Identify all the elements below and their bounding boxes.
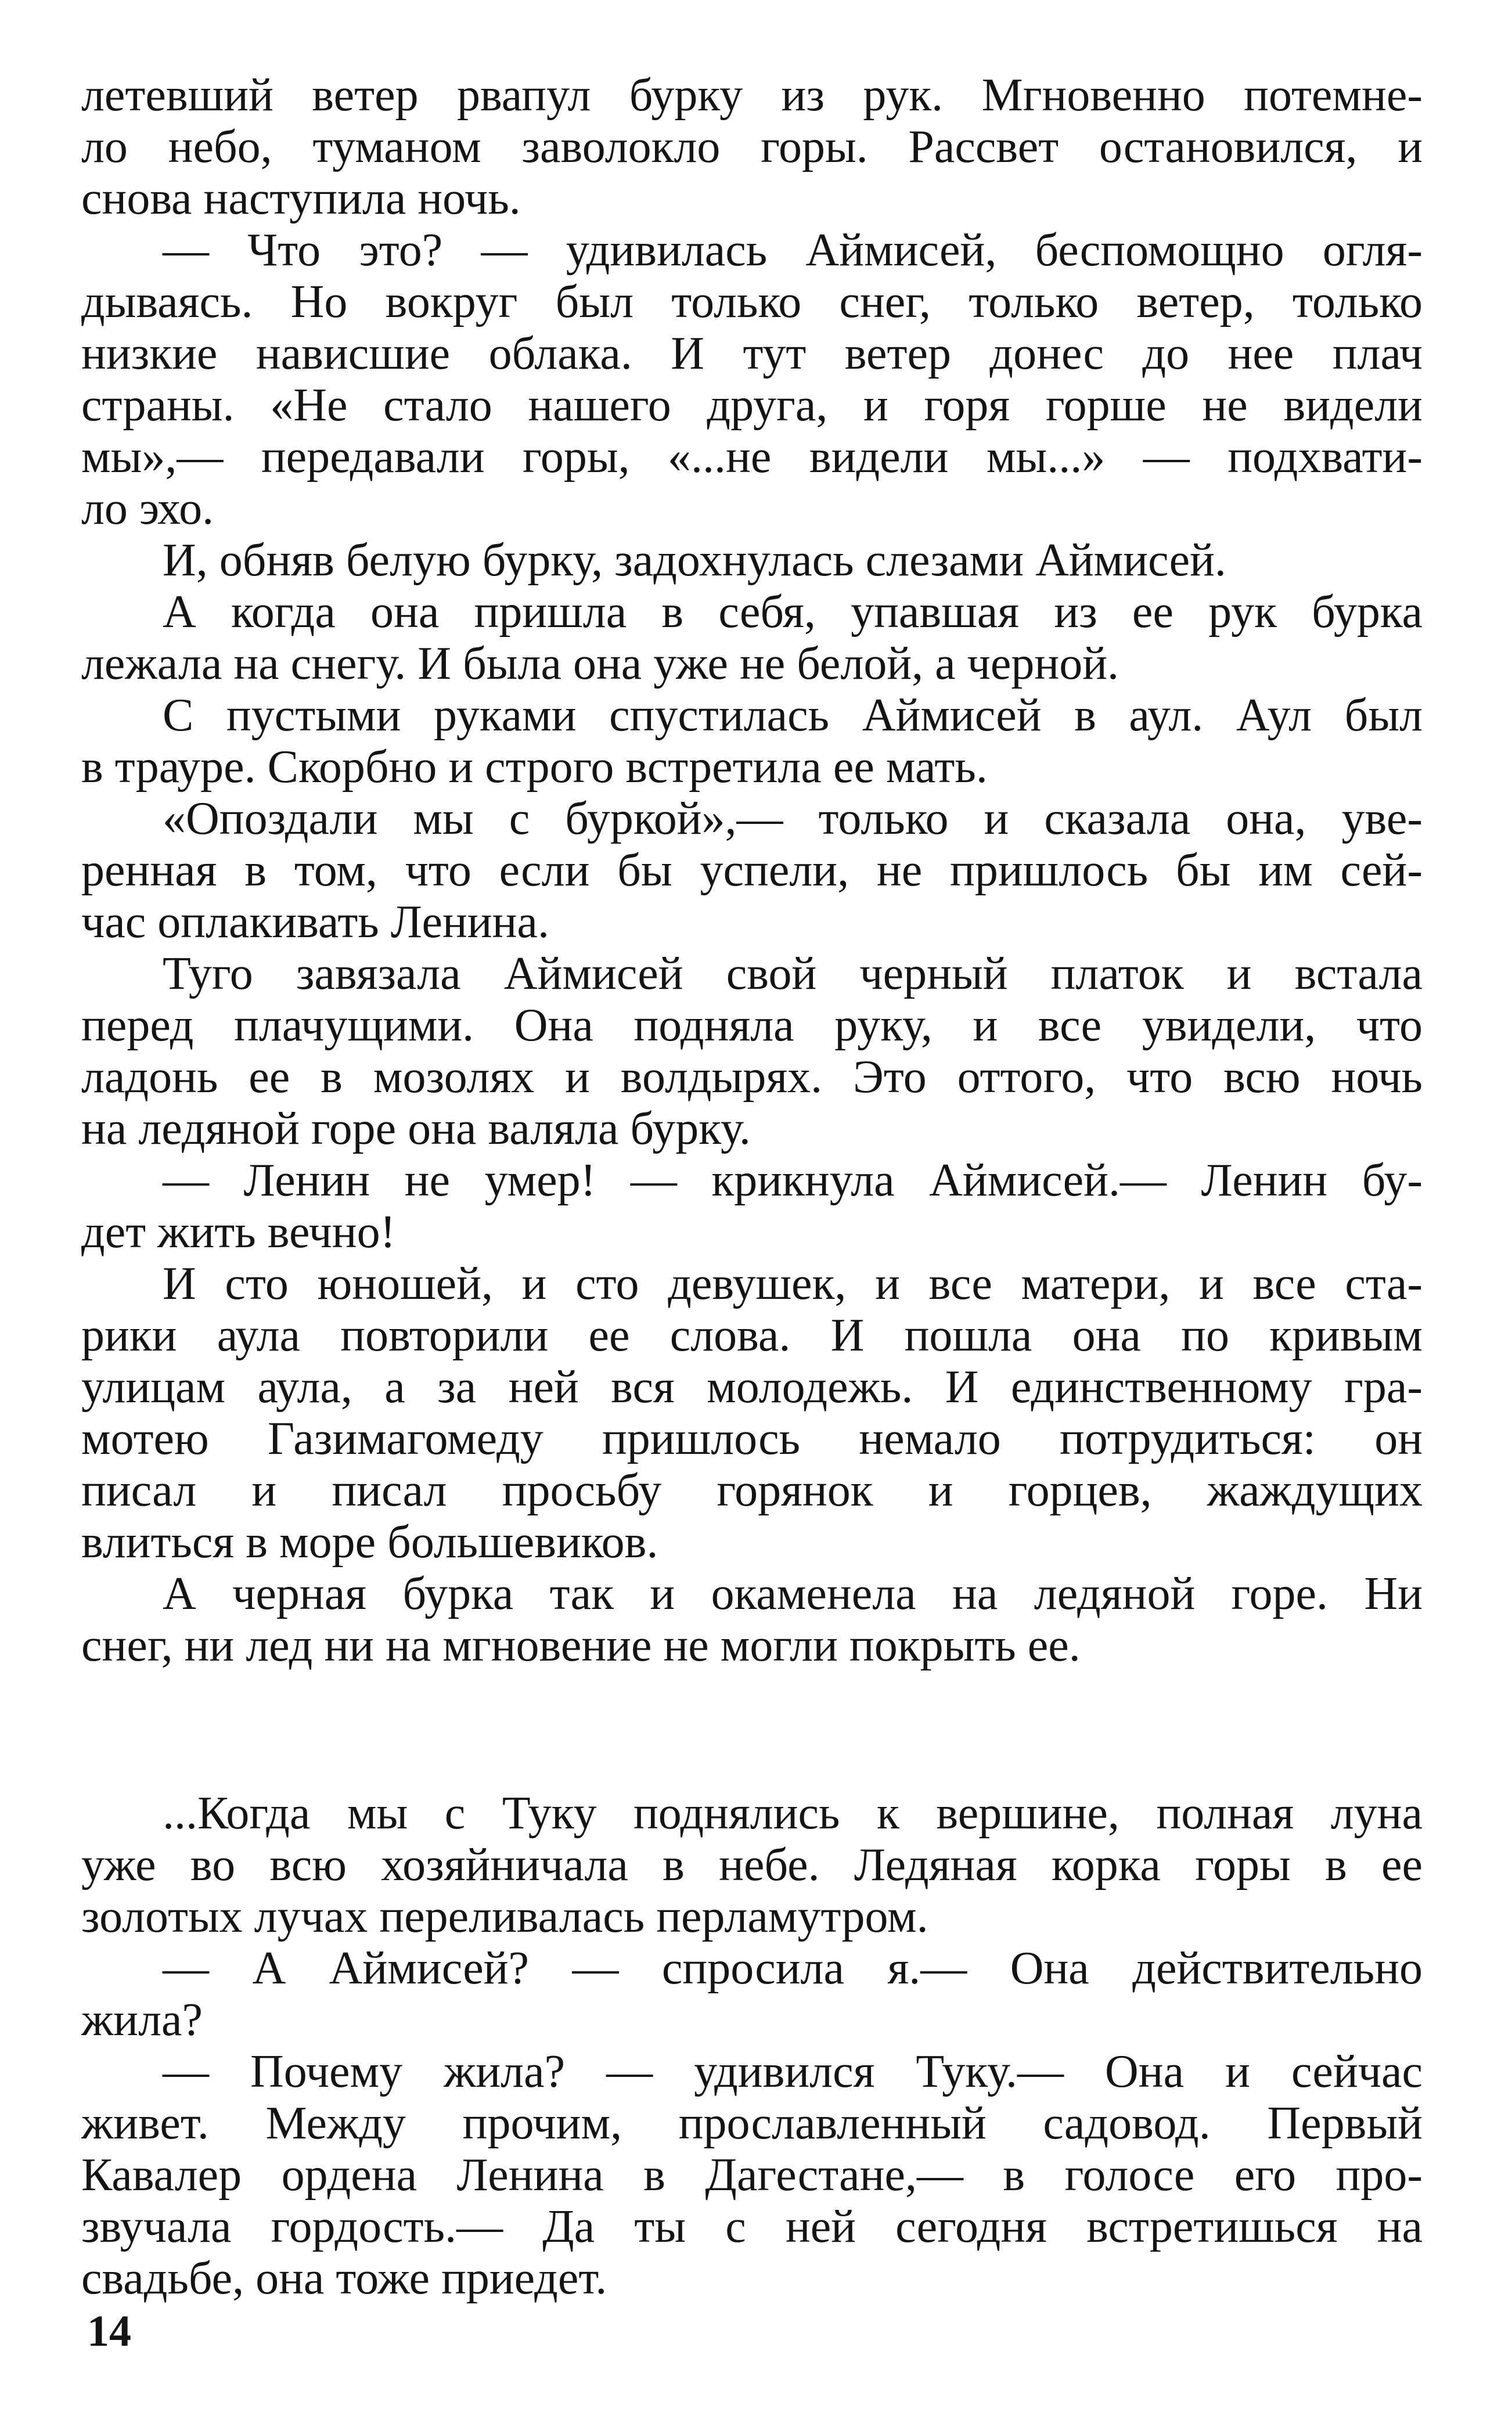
text-line: — Ленин не умер! — крикнула Аймисей.— Ленин бу- — [163, 1155, 1423, 1206]
text-line: С пустыми руками спустилась Аймисей в аул. Аул был — [163, 690, 1423, 741]
text-line: — Что это? — удивилась Аймисей, беспомощно огля- — [163, 225, 1423, 276]
page-text — [81, 70, 1423, 2305]
text-line: И сто юношей, и сто девушек, и все матери, и все ста- — [163, 1258, 1423, 1309]
text-line: перед плачущими. Она подняла руку, и все увидели, что — [81, 1000, 1423, 1051]
text-line: живет. Между прочим, прославленный садовод. Первый — [81, 2098, 1423, 2149]
text-section-continuation — [81, 1788, 1423, 2305]
text-line: И, обняв белую бурку, задохнулась слезами Аймисей. — [163, 535, 1226, 586]
text-line: А черная бурка так и окаменела на ледяной горе. Ни — [163, 1568, 1423, 1619]
text-line: летевший ветер рвапул бурку из рук. Мгновенно потемне- — [81, 70, 1423, 121]
text-line: жила? — [81, 1994, 203, 2046]
text-line: снег, ни лед ни на мгновение не могли покрыть ее. — [81, 1620, 1081, 1671]
text-line: писал и писал просьбу горянок и горцев, жаждущих — [81, 1465, 1423, 1516]
text-line: свадьбе, она тоже приедет. — [81, 2253, 607, 2304]
text-line: мы»,— передавали горы, «...не видели мы...» — подхвати- — [81, 431, 1423, 483]
page-number: 14 — [87, 2307, 131, 2356]
text-line: — Почему жила? — удивился Туку.— Она и сейчас — [163, 2046, 1423, 2097]
text-line: в трауре. Скорбно и строго встретила ее мать. — [81, 741, 988, 793]
text-line: ло эхо. — [81, 483, 214, 534]
text-line: Туго завязала Аймисей свой черный платок и встала — [163, 948, 1423, 999]
text-line: снова наступила ночь. — [81, 173, 521, 224]
text-line: золотых лучах переливалась перламутром. — [81, 1891, 928, 1942]
section-break — [81, 1672, 1423, 1788]
text-line: мотею Газимагомеду пришлось немало потрудиться: он — [81, 1413, 1423, 1464]
text-line: страны. «Не стало нашего друга, и горя горше не видели — [81, 380, 1423, 431]
text-line: дет жить вечно! — [81, 1207, 396, 1258]
text-line: лежала на снегу. И была она уже не белой, а черной. — [81, 638, 1119, 689]
text-line: звучала гордость.— Да ты с ней сегодня встретишься на — [81, 2201, 1423, 2252]
text-line: влиться в море большевиков. — [81, 1517, 658, 1568]
text-section-main — [81, 70, 1423, 1672]
text-line: на ледяной горе она валяла бурку. — [81, 1103, 751, 1154]
text-line: Кавалер ордена Ленина в Дагестане,— в голосе его про- — [81, 2149, 1423, 2201]
text-line: — А Аймисей? — спросила я.— Она действительно — [163, 1943, 1423, 1994]
text-line: рики аула повторили ее слова. И пошла она по кривым — [81, 1310, 1423, 1361]
text-line: улицам аула, а за ней вся молодежь. И единственному гра- — [81, 1362, 1423, 1413]
text-line: «Опоздали мы с буркой»,— только и сказала она, уве- — [163, 793, 1423, 844]
text-line: ло небо, туманом заволокло горы. Рассвет остановился, и — [81, 121, 1423, 172]
text-line: ...Когда мы с Туку поднялись к вершине, полная луна — [163, 1788, 1423, 1839]
text-line: ренная в том, что если бы успели, не пришлось бы им сей- — [81, 845, 1423, 896]
text-line: ладонь ее в мозолях и волдырях. Это оттого, что всю ночь — [81, 1052, 1423, 1103]
text-line: А когда она пришла в себя, упавшая из ее рук бурка — [163, 586, 1423, 638]
text-line: уже во всю хозяйничала в небе. Ледяная корка горы в ее — [81, 1839, 1423, 1891]
text-line: дываясь. Но вокруг был только снег, только ветер, только — [81, 276, 1423, 327]
text-line: низкие нависшие облака. И тут ветер донес до нее плач — [81, 328, 1423, 379]
text-line: час оплакивать Ленина. — [81, 896, 549, 948]
